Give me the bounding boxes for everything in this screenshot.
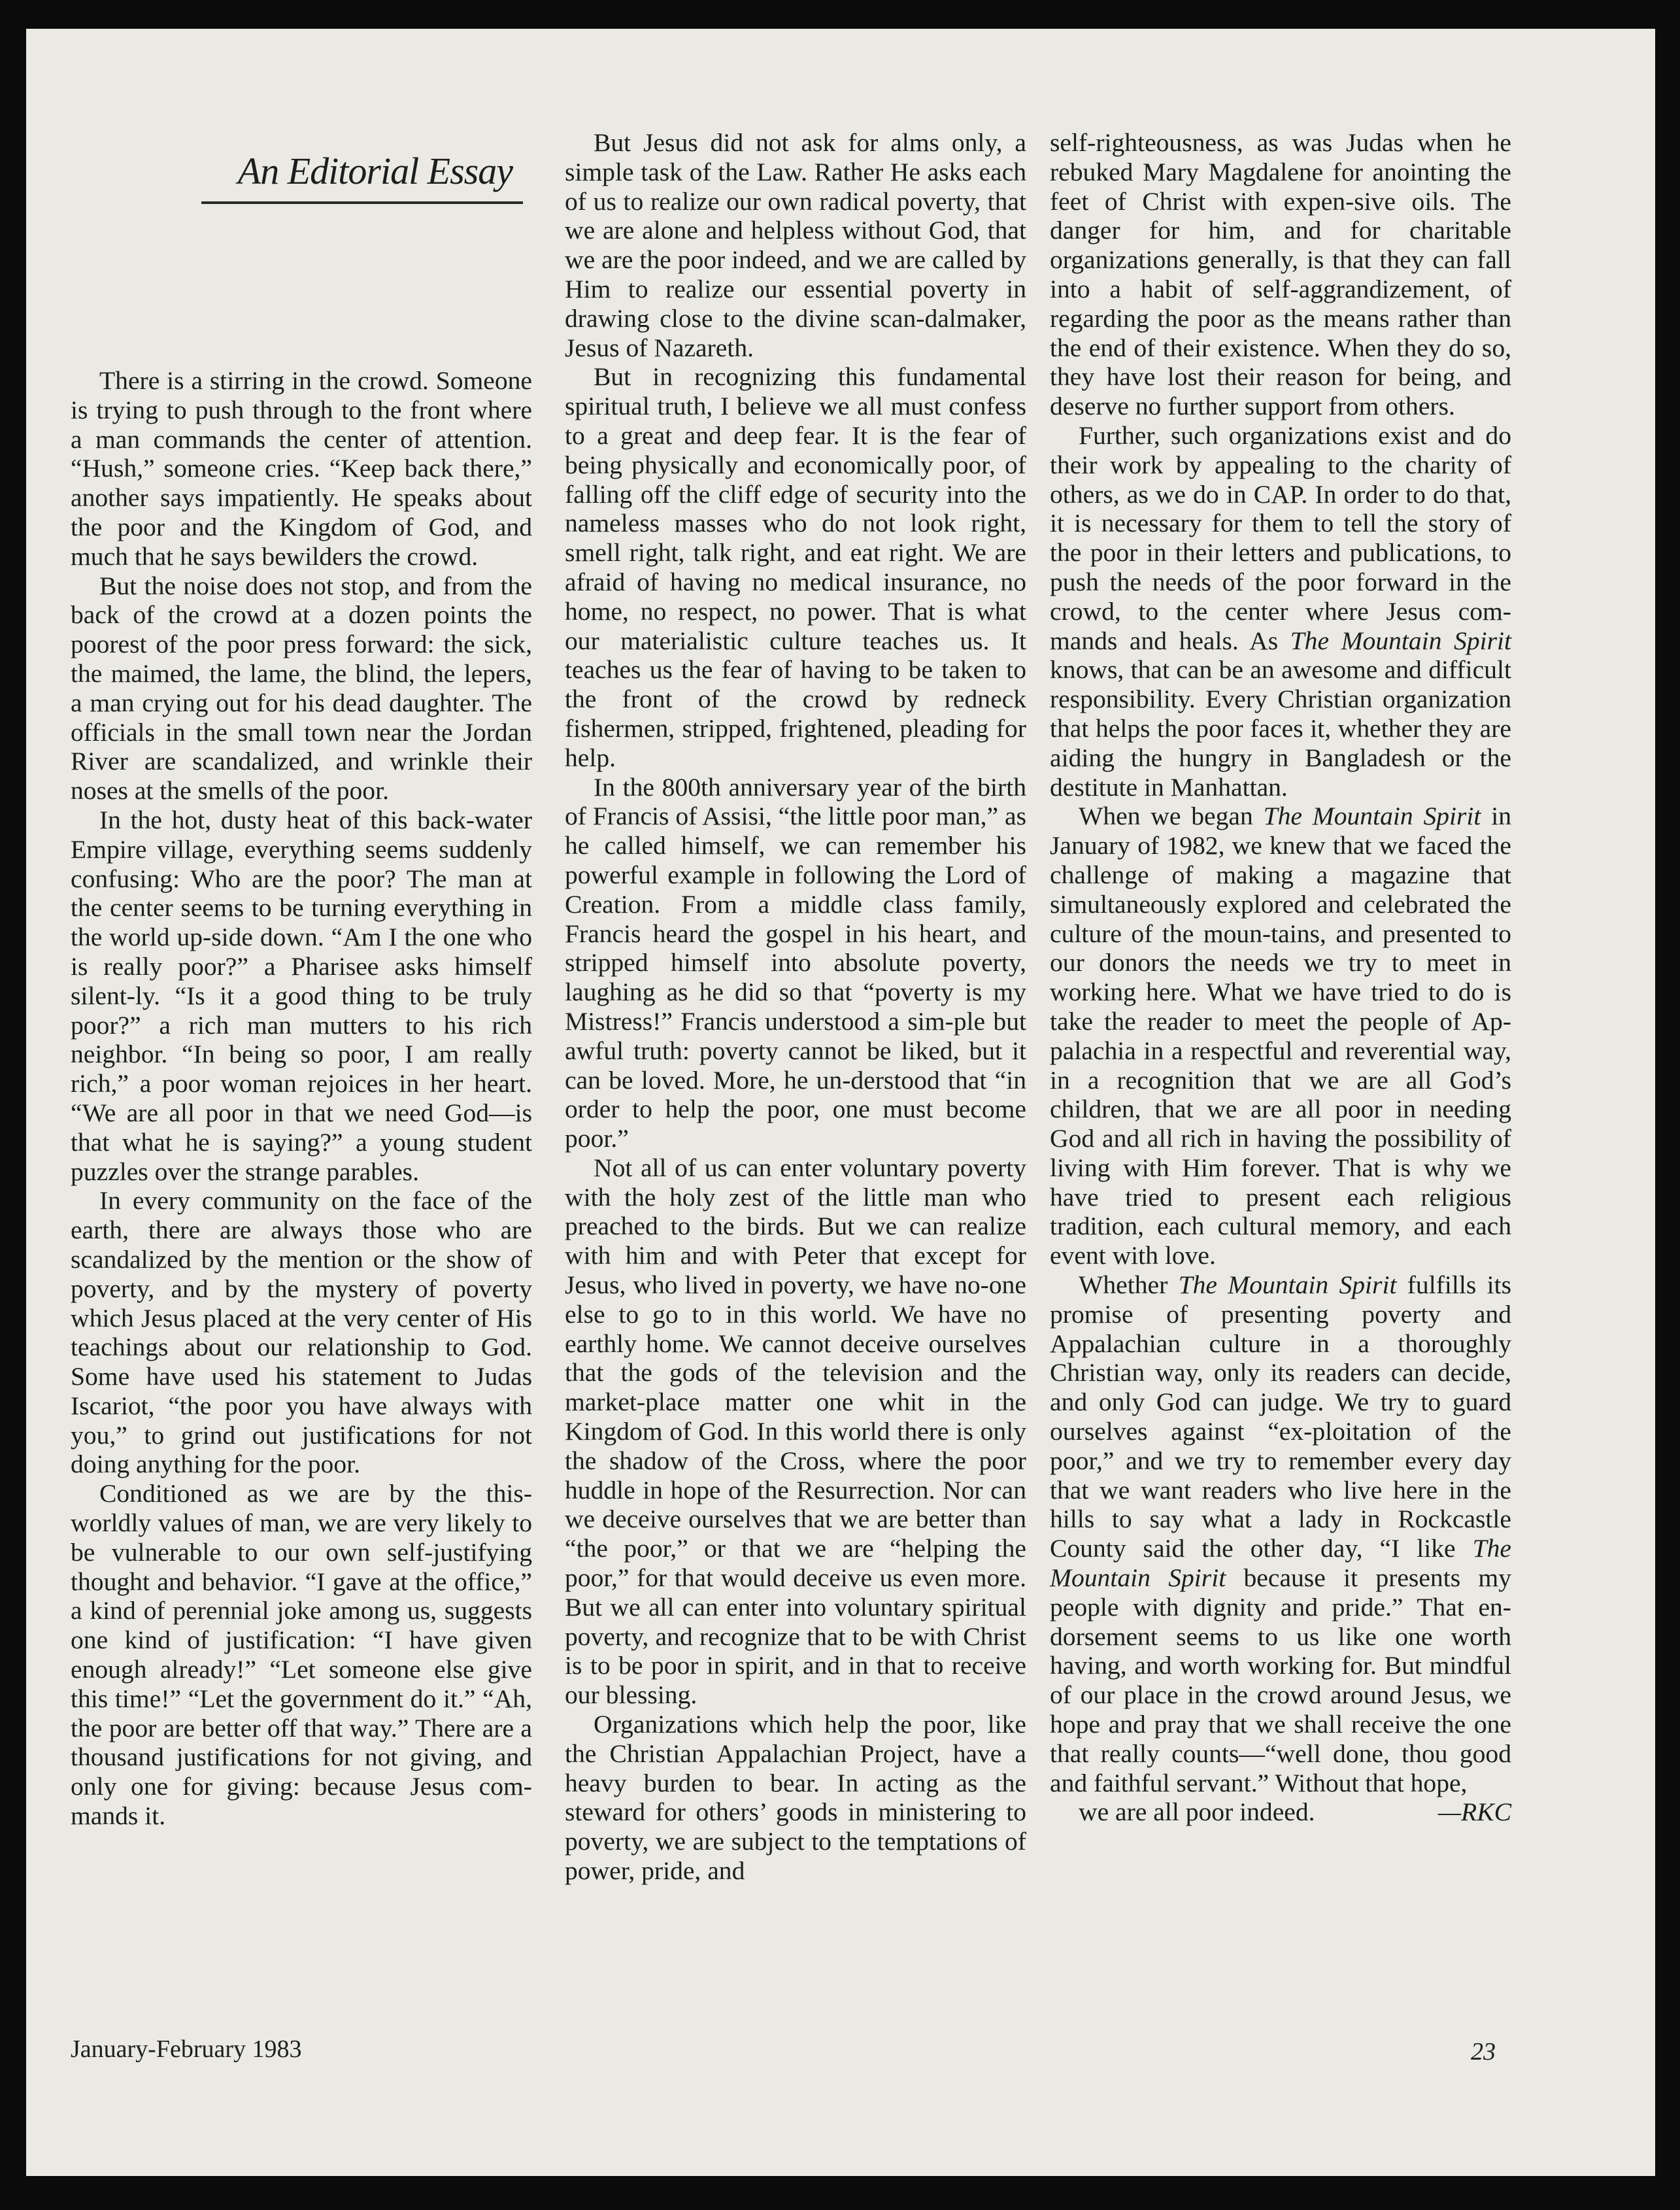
magazine-page [26, 29, 1655, 2176]
paragraph: Conditioned as we are by the this-worldly values of man, we are very likely to be vulnerable to our own self-justifying thought and behavior. “I gave at the office,” a kind of perennial joke among us, suggests one kind of justification: “I have given enough already!” “Let someone else give this time!” “Let the government do it.” “Ah, the poor are better off that way.” There are a thousand justifications for not giving, and only one for giving: because Jesus com-mands it. [71, 1479, 532, 1831]
paragraph: But in recognizing this fundamental spiritual truth, I believe we all must confess to a great and deep fear. It is the fear of being physically and economically poor, of falling off the cliff edge of security into the nameless masses who do not look right, smell right, talk right, and eat right. We are afraid of having no medical insurance, no home, no respect, no power. That is what our materialistic culture teaches us. It teaches us the fear of having to be taken to the front of the crowd by redneck fishermen, stripped, frightened, pleading for help. [565, 362, 1026, 772]
paragraph: Further, such organizations exist and do their work by appealing to the charity of others, as we do in CAP. In order to do that, it is necessary for them to tell the story of the poor in their letters and publications, to push the needs of the poor forward in the crowd, to the center where Jesus com-mands and heals. As The Mountain Spirit knows, that can be an awesome and difficult responsibility. Every Christian organization that helps the poor faces it, whether they are aiding the hungry in Bangladesh or the destitute in Manhattan. [1050, 420, 1511, 802]
issue-date: January-February 1983 [71, 2035, 302, 2063]
paragraph: Not all of us can enter voluntary poverty with the holy zest of the little man who preached to the birds. But we can realize with him and with Peter that except for Jesus, who lived in poverty, we have no-one else to go to in this world. We have no earthly home. We cannot deceive ourselves that the gods of the television and the market-place matter one whit in the Kingdom of God. In this world there is only the shadow of the Cross, where the poor huddle in hope of the Resurrection. Nor can we deceive ourselves that we are better than “the poor,” or that we are “helping the poor,” for that would deceive us even more. But we all can enter into voluntary spiritual poverty, and recognize that to be with Christ is to be poor in spirit, and in that to receive our blessing. [565, 1153, 1026, 1710]
paragraph: self-righteousness, as was Judas when he rebuked Mary Magdalene for anointing the feet of Christ with expen-sive oils. The danger for him, and for charitable organizations generally, is that they can fall into a habit of self-aggrandizement, of regarding the poor as the means rather than the end of their existence. When they do so, they have lost their reason for being, and deserve no further support from others. [1050, 128, 1511, 421]
paragraph: In every community on the face of the earth, there are always those who are scandalized by the mention or the show of poverty, and by the mystery of poverty which Jesus placed at the very center of His teachings about our relationship to God. Some have used his statement to Judas Iscariot, “the poor you have always with you,” to grind out justifications for not doing anything for the poor. [71, 1186, 532, 1479]
paragraph: Whether The Mountain Spirit fulfills its promise of presenting poverty and Appalachian culture in a thoroughly Christian way, only its readers can decide, and only God can judge. We try to guard ourselves against “ex-ploitation of the poor,” and we try to remember every day that we want readers who live here in the hills to say what a lady in Rockcastle County said the other day, “I like The Mountain Spirit because it presents my people with dignity and pride.” That en-dorsement seems to us like one worth having, and worth working for. But mindful of our place in the crowd around Jesus, we hope and pray that we shall receive the one that really counts—“well done, thou good and faithful servant.” Without that hope, [1050, 1270, 1511, 1797]
paragraph: But the noise does not stop, and from the back of the crowd at a dozen points the poorest of the poor press forward: the sick, the maimed, the lame, the blind, the lepers, a man crying out for his dead daughter. The officials in the small town near the Jordan River are scandalized, and wrinkle their noses at the smells of the poor. [71, 571, 532, 806]
column-1 [71, 366, 532, 1831]
essay-title: An Editorial Essay [237, 150, 512, 192]
magazine-title: The Mountain Spirit [1178, 1270, 1397, 1300]
magazine-title: The Mountain Spirit [1263, 802, 1481, 831]
author-signature: —RKC [1437, 1797, 1511, 1827]
magazine-title: The Mountain Spirit [1050, 1534, 1511, 1593]
magazine-title: The Mountain Spirit [1290, 626, 1511, 655]
paragraph: There is a stirring in the crowd. Someone is trying to push through to the front where a man commands the center of attention. “Hush,” someone cries. “Keep back there,” another says impatiently. He speaks about the poor and the Kingdom of God, and much that he says bewilders the crowd. [71, 366, 532, 571]
essay-heading [201, 123, 523, 204]
closing-line [1050, 1797, 1511, 1827]
paragraph: When we began The Mountain Spirit in January of 1982, we knew that we faced the challenge of making a magazine that simultaneously explored and celebrated the culture of the moun-tains, and presented to our donors the needs we try to meet in working here. What we have tried to do is take the reader to meet the people of Ap-palachia in a respectful and reverential way, in a recognition that we are all God’s children, that we are all poor in needing God and all rich in having the possibility of living with Him forever. That is why we have tried to present each religious tradition, each cultural memory, and each event with love. [1050, 802, 1511, 1270]
column-2 [565, 128, 1026, 1886]
column-3 [1050, 128, 1511, 1827]
closing-text: we are all poor indeed. [1079, 1797, 1315, 1827]
paragraph: In the 800th anniversary year of the birth of Francis of Assisi, “the little poor man,” as he called himself, we can remember his powerful example in following the Lord of Creation. From a middle class family, Francis heard the gospel in his heart, and stripped himself into absolute poverty, laughing as he did so that “poverty is my Mistress!” Francis understood a sim-ple but awful truth: poverty cannot be liked, but it can be loved. More, he un-derstood that “in order to help the poor, one must become poor.” [565, 772, 1026, 1153]
paragraph: Organizations which help the poor, like the Christian Appalachian Project, have a heavy burden to bear. In acting as the steward for others’ goods in ministering to poverty, we are subject to the temptations of power, pride, and [565, 1710, 1026, 1886]
page-number: 23 [1471, 2038, 1496, 2066]
paragraph: But Jesus did not ask for alms only, a simple task of the Law. Rather He asks each of us to realize our own radical poverty, that we are alone and helpless without God, that we are the poor indeed, and we are called by Him to realize our essential poverty in drawing close to the divine scan-dalmaker, Jesus of Nazareth. [565, 128, 1026, 362]
paragraph: In the hot, dusty heat of this back-water Empire village, everything seems suddenly confusing: Who are the poor? The man at the center seems to be turning everything in the world up-side down. “Am I the one who is really poor?” a Pharisee asks himself silent-ly. “Is it a good thing to be truly poor?” a rich man mutters to his rich neighbor. “In being so poor, I am really rich,” a poor woman rejoices in her heart. “We are all poor in that we need God—is that what he is saying?” a young student puzzles over the strange parables. [71, 805, 532, 1186]
